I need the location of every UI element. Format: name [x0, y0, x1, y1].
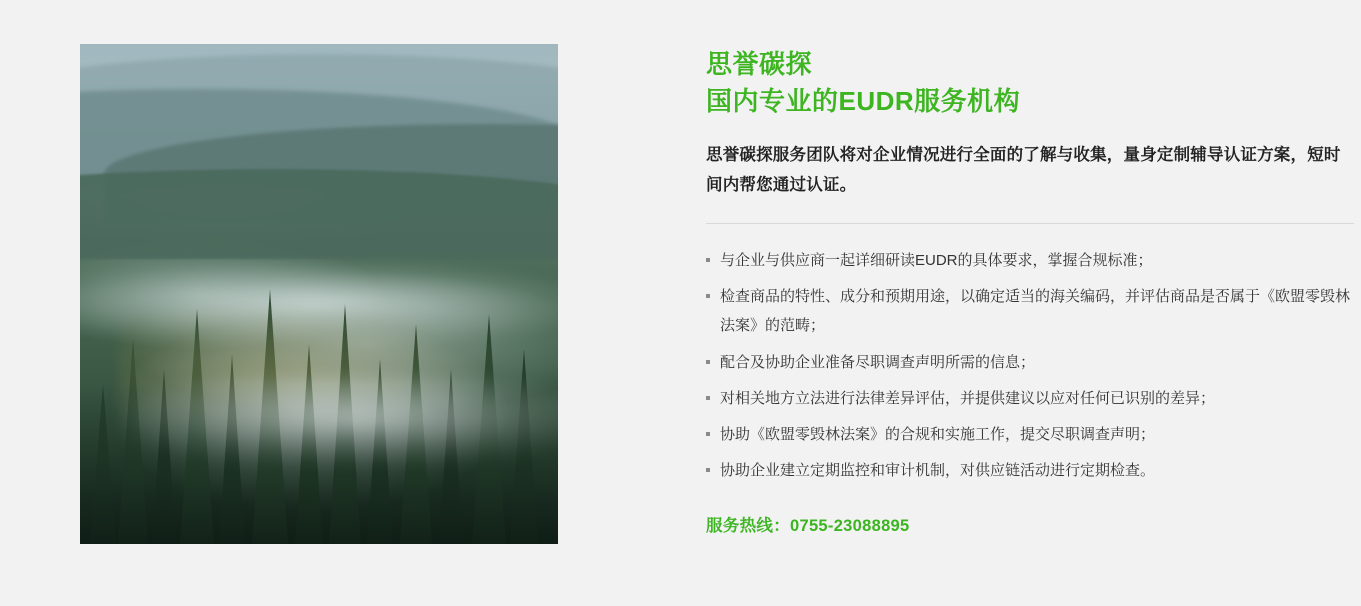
list-item-label: 检查商品的特性、成分和预期用途，以确定适当的海关编码，并评估商品是否属于《欧盟零毁林法案》的范畴；: [720, 288, 1351, 335]
content-wrapper: [80, 44, 1351, 544]
headline-line-2: 国内专业的EUDR服务机构: [706, 85, 1021, 116]
list-item: [706, 246, 1354, 275]
page-title: [706, 46, 1354, 120]
list-item-label: 协助《欧盟零毁林法案》的合规和实施工作，提交尽职调查声明；: [720, 426, 1156, 444]
headline-line-1: 思誉碳探: [706, 49, 813, 79]
list-item: [706, 282, 1354, 341]
list-item-label: 与企业与供应商一起详细研读EUDR的具体要求，掌握合规标准；: [720, 251, 1153, 269]
list-item: [706, 456, 1354, 485]
bullet-icon: [706, 432, 710, 436]
list-item-label: 对相关地方立法进行法律差异评估，并提供建议以应对任何已识别的差异；: [720, 389, 1216, 407]
service-list: [706, 246, 1354, 486]
list-item: [706, 420, 1354, 449]
intro-paragraph: 思誉碳探服务团队将对企业情况进行全面的了解与收集，量身定制辅导认证方案，短时间内帮您通过认证。: [706, 145, 1341, 195]
text-column: [558, 44, 1354, 536]
hero-image: [80, 44, 558, 544]
foreground-shadow: [80, 384, 558, 544]
list-item-label: 配合及协助企业准备尽职调查声明所需的信息；: [720, 353, 1036, 371]
bullet-icon: [706, 360, 710, 364]
section-divider: [706, 223, 1354, 224]
bullet-icon: [706, 258, 710, 262]
service-hotline[interactable]: 服务热线：0755-23088895: [706, 516, 910, 535]
list-item-label: 协助企业建立定期监控和审计机制，对供应链活动进行定期检查。: [720, 462, 1156, 480]
list-item: [706, 348, 1354, 377]
list-item: [706, 384, 1354, 413]
bullet-icon: [706, 396, 710, 400]
bullet-icon: [706, 468, 710, 472]
bullet-icon: [706, 294, 710, 298]
